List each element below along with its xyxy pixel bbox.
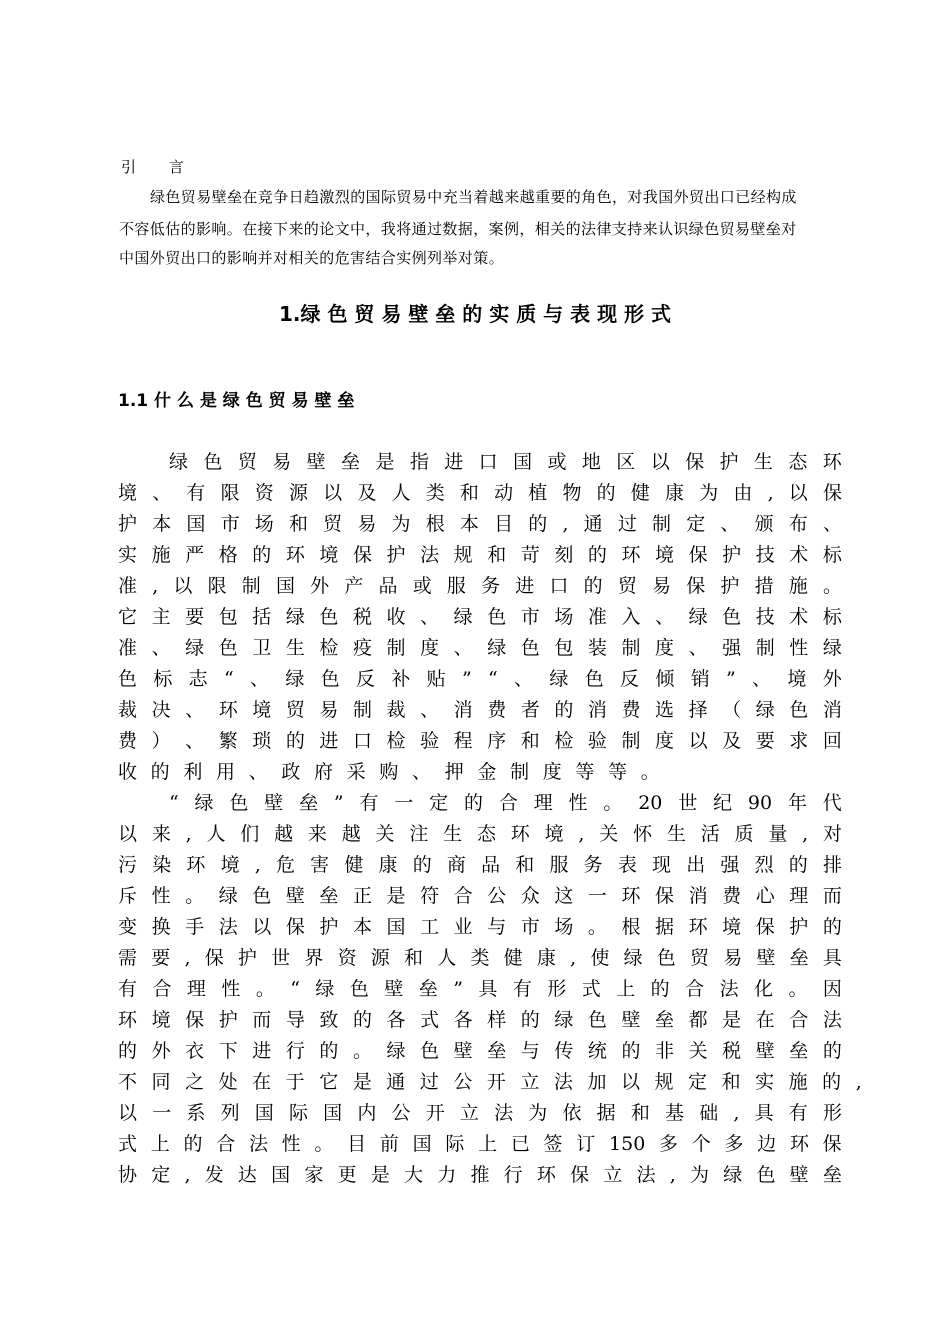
- body-line: 不 同 之 处 在 于 它 是 通 过 公 开 立 法 加 以 规 定 和 实 施 的 ,: [118, 1071, 862, 1093]
- section-heading: 1.绿 色 贸 易 壁 垒 的 实 质 与 表 现 形 式: [278, 302, 672, 326]
- body-line: 绿 色 贸 易 壁 垒 是 指 进 口 国 或 地 区 以 保 护 生 态 环: [169, 451, 842, 473]
- body-line: 有 合 理 性 。 “ 绿 色 壁 垒 ” 具 有 形 式 上 的 合 法 化 。 因: [118, 978, 842, 1000]
- body-line: 境 、 有 限 资 源 以 及 人 类 和 动 植 物 的 健 康 为 由 , 以 保: [118, 482, 842, 504]
- body-line: 护 本 国 市 场 和 贸 易 为 根 本 目 的 , 通 过 制 定 、 颁 布 、: [118, 513, 842, 535]
- subsection-heading: 1.1 什 么 是 绿 色 贸 易 壁 垒: [118, 391, 355, 411]
- body-line: 协 定 , 发 达 国 家 更 是 大 力 推 行 环 保 立 法 , 为 绿 色 壁 垒: [118, 1164, 842, 1186]
- body-line: 需 要 , 保 护 世 界 资 源 和 人 类 健 康 , 使 绿 色 贸 易 壁 垒 具: [118, 947, 842, 969]
- body-line: 斥 性 。 绿 色 壁 垒 正 是 符 合 公 众 这 一 环 保 消 费 心 理 而: [118, 885, 842, 907]
- body-line: 色 标 志 “ 、 绿 色 反 补 贴 ” “ 、 绿 色 反 倾 销 ” 、 境 外: [118, 668, 842, 690]
- body-line: 以 一 系 列 国 际 国 内 公 开 立 法 为 依 据 和 基 础 , 具 有 形: [118, 1102, 842, 1124]
- body-line: 变 换 手 法 以 保 护 本 国 工 业 与 市 场 。 根 据 环 境 保 护 的: [118, 916, 842, 938]
- body-line: 的 外 衣 下 进 行 的 。 绿 色 壁 垒 与 传 统 的 非 关 税 壁 垒 的: [118, 1040, 842, 1062]
- body-line: 准 、 绿 色 卫 生 检 疫 制 度 、 绿 色 包 装 制 度 、 强 制 性 绿: [118, 637, 842, 659]
- intro-line: 不容低估的影响。在接下来的论文中，我将通过数据，案例，相关的法律支持来认识绿色贸易壁垒对: [119, 220, 797, 238]
- body-line: 环 境 保 护 而 导 致 的 各 式 各 样 的 绿 色 壁 垒 都 是 在 合 法: [118, 1009, 842, 1031]
- intro-label: 引 言: [121, 158, 198, 176]
- body-line: “ 绿 色 壁 垒 ” 有 一 定 的 合 理 性 。 20 世 纪 90 年 代: [169, 792, 842, 814]
- body-line: 式 上 的 合 法 性 。 目 前 国 际 上 已 签 订 150 多 个 多 边 环 保: [118, 1133, 842, 1155]
- intro-line: 中国外贸出口的影响并对相关的危害结合实例列举对策。: [119, 249, 505, 267]
- body-line: 准 , 以 限 制 国 外 产 品 或 服 务 进 口 的 贸 易 保 护 措 施 。: [118, 575, 842, 597]
- body-line: 裁 决 、 环 境 贸 易 制 裁 、 消 费 者 的 消 费 选 择 （ 绿 色 消: [118, 699, 842, 721]
- body-line: 实 施 严 格 的 环 境 保 护 法 规 和 苛 刻 的 环 境 保 护 技 术 标: [118, 544, 842, 566]
- body-line: 污 染 环 境 , 危 害 健 康 的 商 品 和 服 务 表 现 出 强 烈 的 排: [118, 854, 842, 876]
- body-line: 费 ） 、 繁 琐 的 进 口 检 验 程 序 和 检 验 制 度 以 及 要 求 回: [118, 730, 842, 752]
- body-line: 收 的 利 用 、 政 府 采 购 、 押 金 制 度 等 等 。: [118, 761, 660, 783]
- intro-line: 绿色贸易壁垒在竞争日趋激烈的国际贸易中充当着越来越重要的角色，对我国外贸出口已经构成: [150, 188, 797, 206]
- body-line: 它 主 要 包 括 绿 色 税 收 、 绿 色 市 场 准 入 、 绿 色 技 术 标: [118, 606, 842, 628]
- body-line: 以 来 , 人 们 越 来 越 关 注 生 态 环 境 , 关 怀 生 活 质 量 , 对: [118, 823, 842, 845]
